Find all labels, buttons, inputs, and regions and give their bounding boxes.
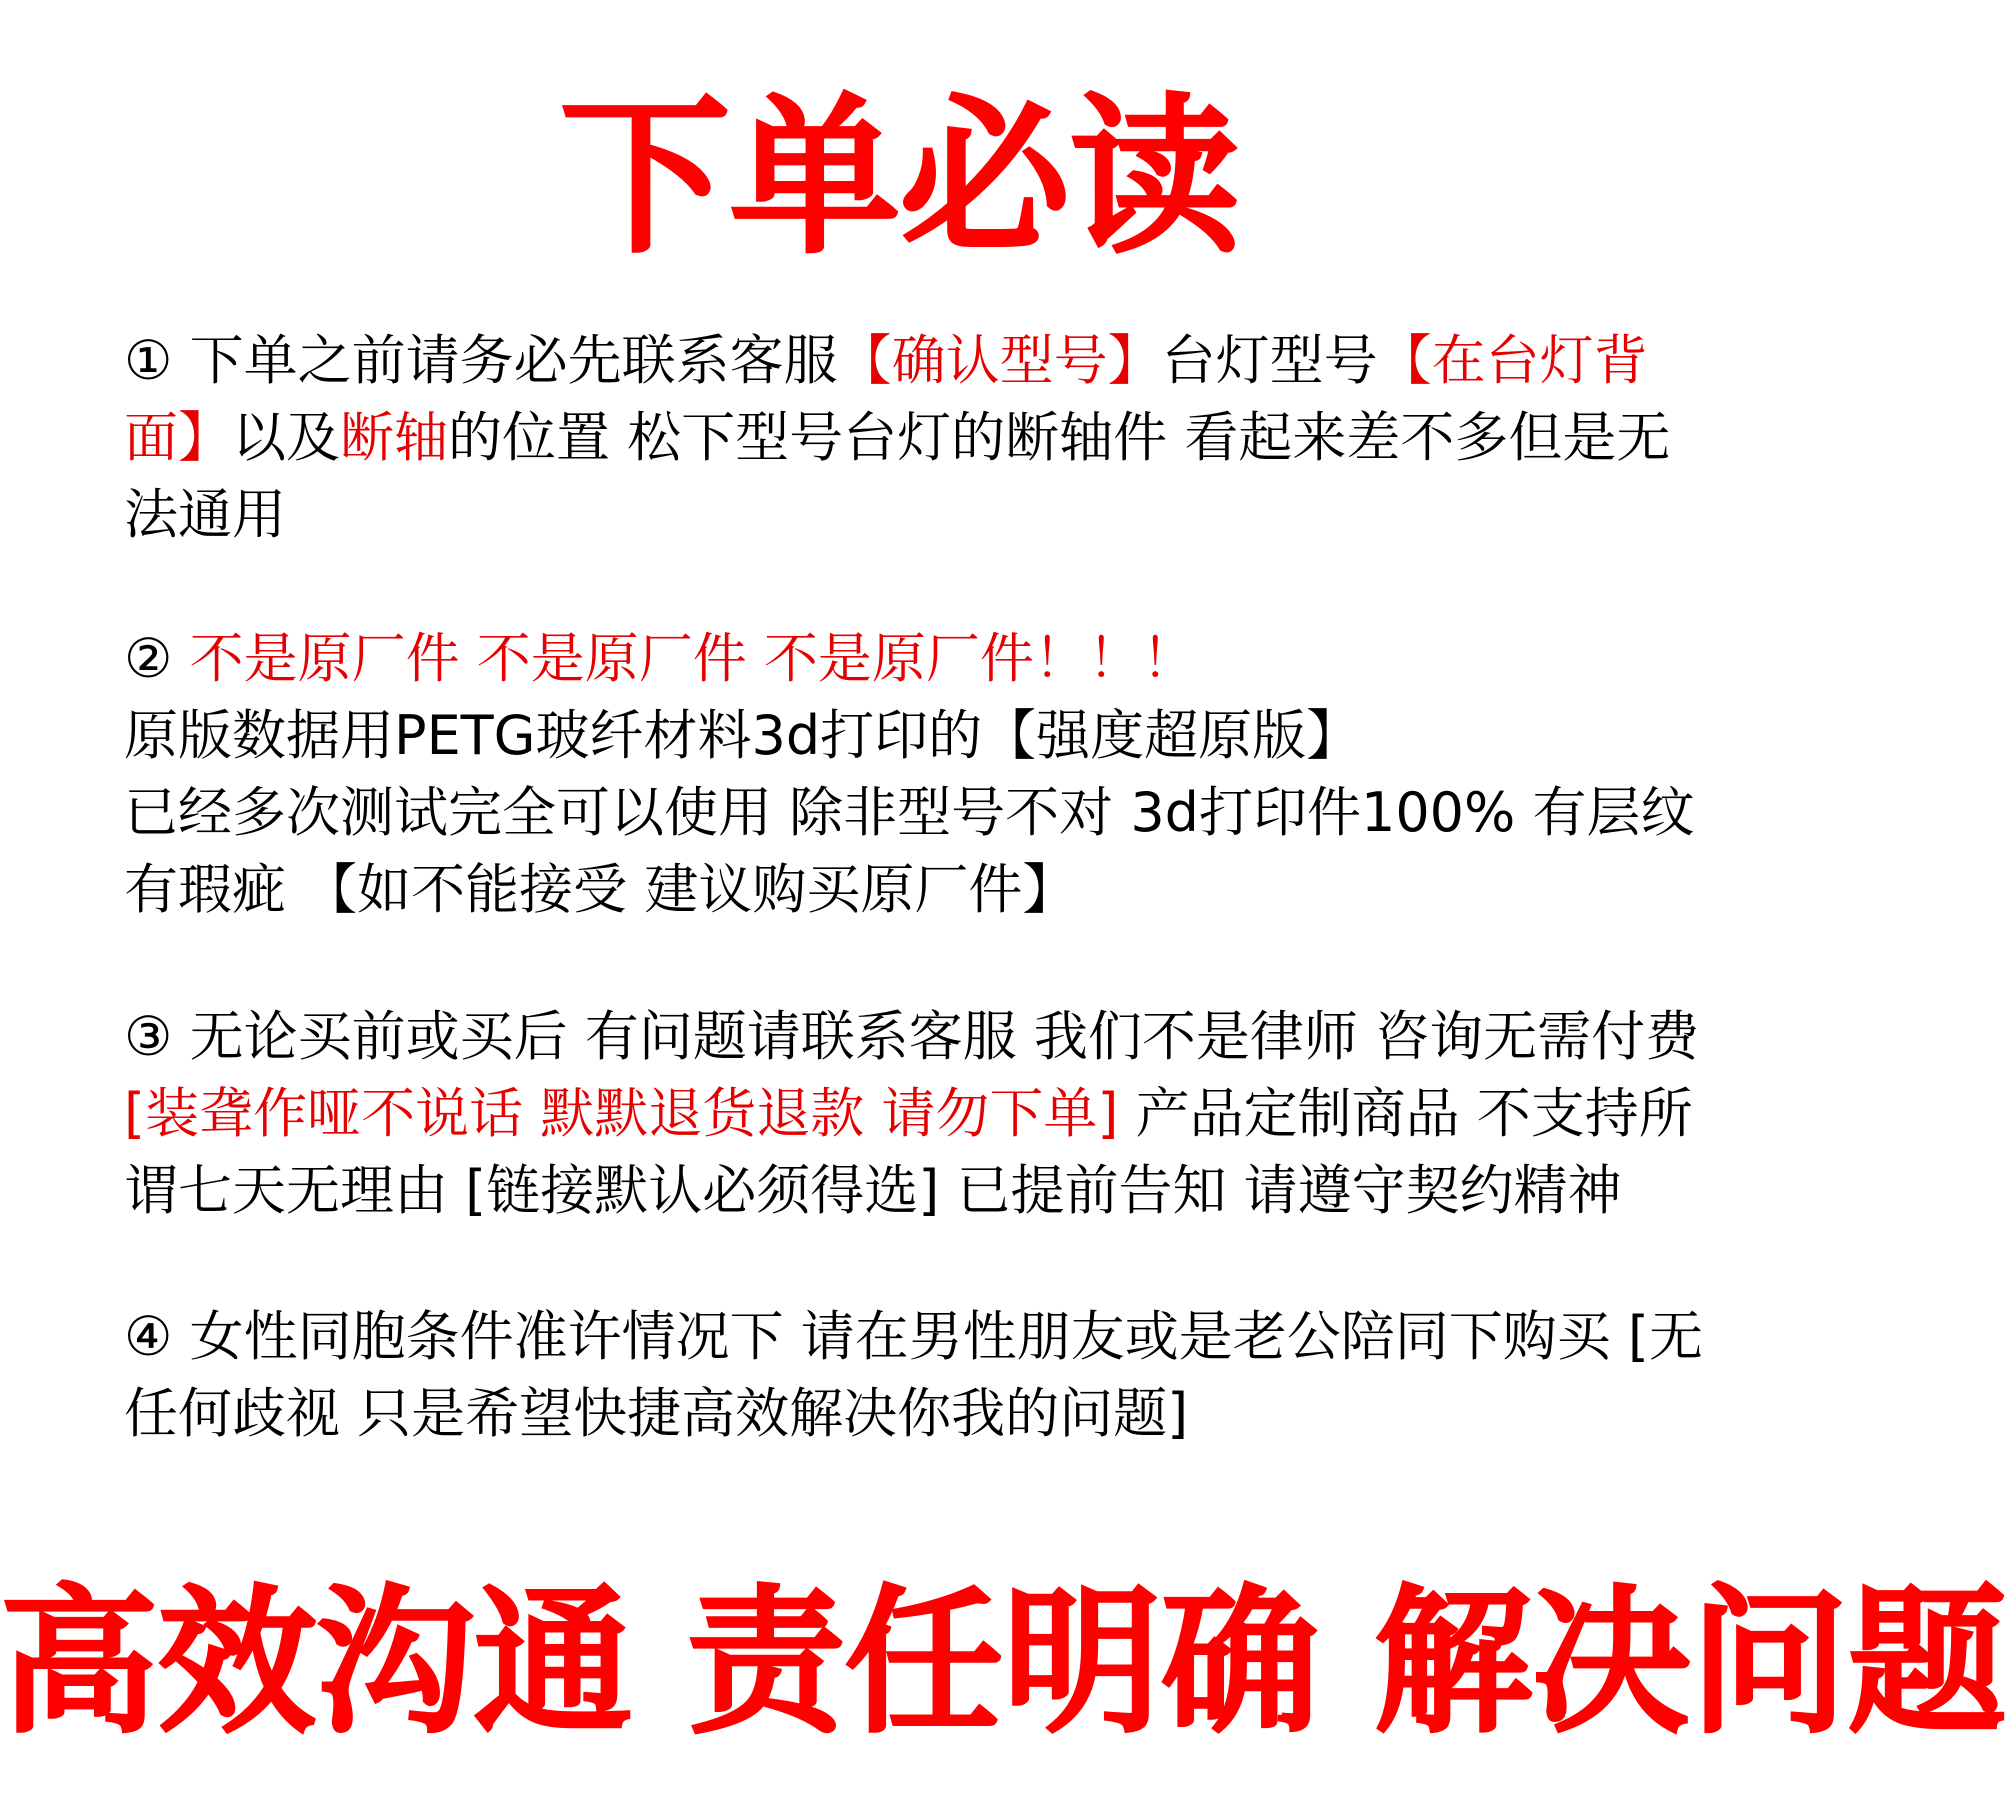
section-3-number: ③ [124, 1005, 173, 1068]
section-1-text-d: 的位置 松下型号台灯的断轴件 看起来差不多但是无法通用 [124, 406, 1671, 546]
section-1-text-c: 以及 [232, 406, 340, 469]
section-1-highlight-confirm-model: 【确认型号】 [837, 329, 1162, 392]
section-3-warning: [装聋作哑不说话 默默退货退款 请勿下单] [124, 1082, 1119, 1145]
section-1-text-b: 台灯型号 [1161, 329, 1378, 392]
section-1-highlight-broken-shaft: 断轴 [340, 406, 448, 469]
section-2-line-1 [124, 620, 1710, 697]
section-2-line-2: 原版数据用PETG玻纤材料3d打印的【强度超原版】 [124, 704, 1361, 767]
footer-slogan: 高效沟通 责任明确 解决问题 [0, 1571, 2006, 1755]
section-1-number: ① [124, 329, 173, 392]
notice-section-2 [124, 620, 1710, 928]
section-2-number: ② [124, 627, 173, 690]
section-3-text-a: 无论买前或买后 有问题请联系客服 我们不是律师 咨询无需付费 [189, 1005, 1700, 1068]
section-4-number: ④ [124, 1305, 173, 1368]
notice-section-4 [124, 1298, 1710, 1452]
section-1-text-a: 下单之前请务必先联系客服 [172, 329, 838, 392]
section-3-text-b: 产品定制商品 不支持所谓七天无理由 [链接默认必须得选] 已提前告知 请遵守契约精神 [124, 1082, 1693, 1222]
section-2-warning-not-original: 不是原厂件 不是原厂件 不是原厂件！！！ [189, 627, 1196, 690]
notice-section-3 [124, 998, 1710, 1229]
page-title: 下单必读 [559, 79, 1240, 277]
section-4-text: 女性同胞条件准许情况下 请在男性朋友或是老公陪同下购买 [无任何歧视 只是希望快捷高效解决你我的问题] [124, 1305, 1703, 1445]
section-1-highlight-lamp-back: 【在台灯背面】 [124, 329, 1648, 469]
section-2-line-3: 已经多次测试完全可以使用 除非型号不对 3d打印件100% 有层纹有瑕疵 【如不能接受 建议购买原厂件】 [124, 781, 1695, 921]
notice-section-1 [124, 322, 1710, 553]
